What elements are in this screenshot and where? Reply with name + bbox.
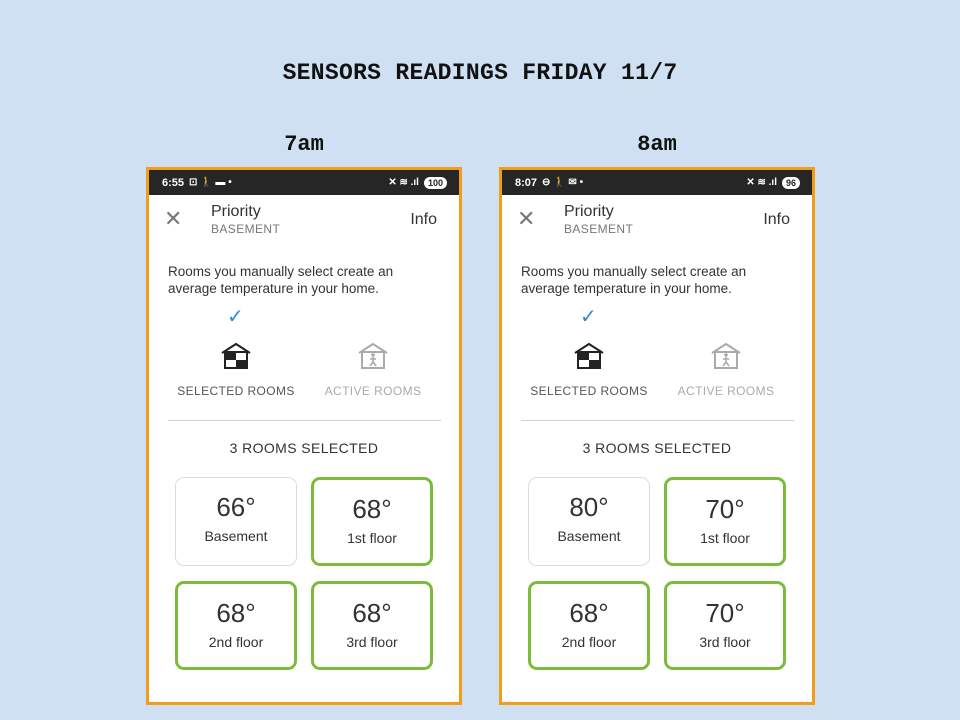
status-time: 6:55 [162, 176, 185, 189]
house-quadrant-icon [219, 342, 253, 370]
room-name: 1st floor [700, 530, 750, 546]
room-tile-3rd-floor[interactable] [664, 581, 786, 670]
active-rooms-option[interactable] [305, 342, 441, 398]
active-rooms-label: ACTIVE ROOMS [677, 384, 775, 398]
close-button[interactable]: ✕ [517, 206, 536, 231]
selected-rooms-option[interactable] [168, 342, 304, 398]
house-quadrant-icon [572, 342, 606, 370]
description-text: Rooms you manually select create an average temperature in your home. [168, 264, 394, 296]
close-button[interactable]: ✕ [164, 206, 183, 231]
room-name: 3rd floor [699, 634, 751, 650]
room-tile-3rd-floor[interactable] [311, 581, 433, 670]
app-header [502, 195, 812, 255]
signal-wifi-icons: ✕ ≋ .ıl [388, 177, 419, 188]
room-temperature: 68° [569, 598, 609, 628]
page-headline: SENSORS READINGS FRIDAY 11/7 [282, 60, 678, 86]
room-temperature: 70° [705, 494, 745, 524]
selected-rooms-label: SELECTED ROOMS [530, 384, 648, 398]
rooms-selected-count: 3 ROOMS SELECTED [229, 440, 379, 456]
room-temperature: 80° [569, 492, 609, 522]
divider [521, 420, 794, 421]
room-tile-2nd-floor[interactable] [528, 581, 650, 670]
info-button[interactable]: Info [763, 211, 790, 228]
room-temperature: 70° [705, 598, 745, 628]
check-icon: ✓ [580, 306, 597, 328]
room-tile-basement[interactable] [528, 477, 650, 566]
title-block [211, 203, 280, 236]
battery-icon: 96 [782, 177, 800, 189]
room-temperature: 68° [352, 494, 392, 524]
info-button[interactable]: Info [410, 211, 437, 228]
room-name: 1st floor [347, 530, 397, 546]
room-tile-1st-floor[interactable] [311, 477, 433, 566]
room-name: 3rd floor [346, 634, 398, 650]
status-bar [149, 170, 459, 195]
house-person-icon [709, 342, 743, 370]
mode-selector [168, 342, 441, 418]
status-time: 8:07 [515, 176, 538, 189]
room-name: Basement [204, 528, 268, 544]
mode-selector [521, 342, 794, 418]
page-title: Priority [564, 203, 614, 220]
room-temperature: 68° [216, 598, 256, 628]
notification-icons: ⊖ 🚶 ✉ • [542, 177, 584, 188]
selected-rooms-option[interactable] [521, 342, 657, 398]
page-subtitle: BASEMENT [564, 222, 634, 236]
rooms-selected-count: 3 ROOMS SELECTED [582, 440, 732, 456]
check-icon: ✓ [227, 306, 244, 328]
room-temperature: 68° [352, 598, 392, 628]
room-tile-basement[interactable] [175, 477, 297, 566]
room-temperature: 66° [216, 492, 256, 522]
status-bar [502, 170, 812, 195]
notification-icons: ⊡ 🚶 ▬ • [189, 177, 232, 188]
column-label-7am: 7am [284, 132, 324, 157]
page-title: Priority [211, 203, 261, 220]
phone-screenshot-7am [146, 167, 462, 705]
title-block [564, 203, 633, 236]
room-tile-1st-floor[interactable] [664, 477, 786, 566]
active-rooms-option[interactable] [658, 342, 794, 398]
selected-rooms-label: SELECTED ROOMS [177, 384, 295, 398]
room-name: 2nd floor [208, 634, 264, 650]
page-subtitle: BASEMENT [211, 222, 281, 236]
description-text: Rooms you manually select create an average temperature in your home. [521, 264, 747, 296]
column-label-8am: 8am [637, 132, 677, 157]
divider [168, 420, 441, 421]
phone-screenshot-8am [499, 167, 815, 705]
battery-icon: 100 [424, 177, 447, 189]
room-name: Basement [557, 528, 621, 544]
active-rooms-label: ACTIVE ROOMS [324, 384, 422, 398]
house-person-icon [356, 342, 390, 370]
signal-wifi-icons: ✕ ≋ .ıl [746, 177, 777, 188]
app-header [149, 195, 459, 255]
room-tile-2nd-floor[interactable] [175, 581, 297, 670]
room-name: 2nd floor [561, 634, 617, 650]
